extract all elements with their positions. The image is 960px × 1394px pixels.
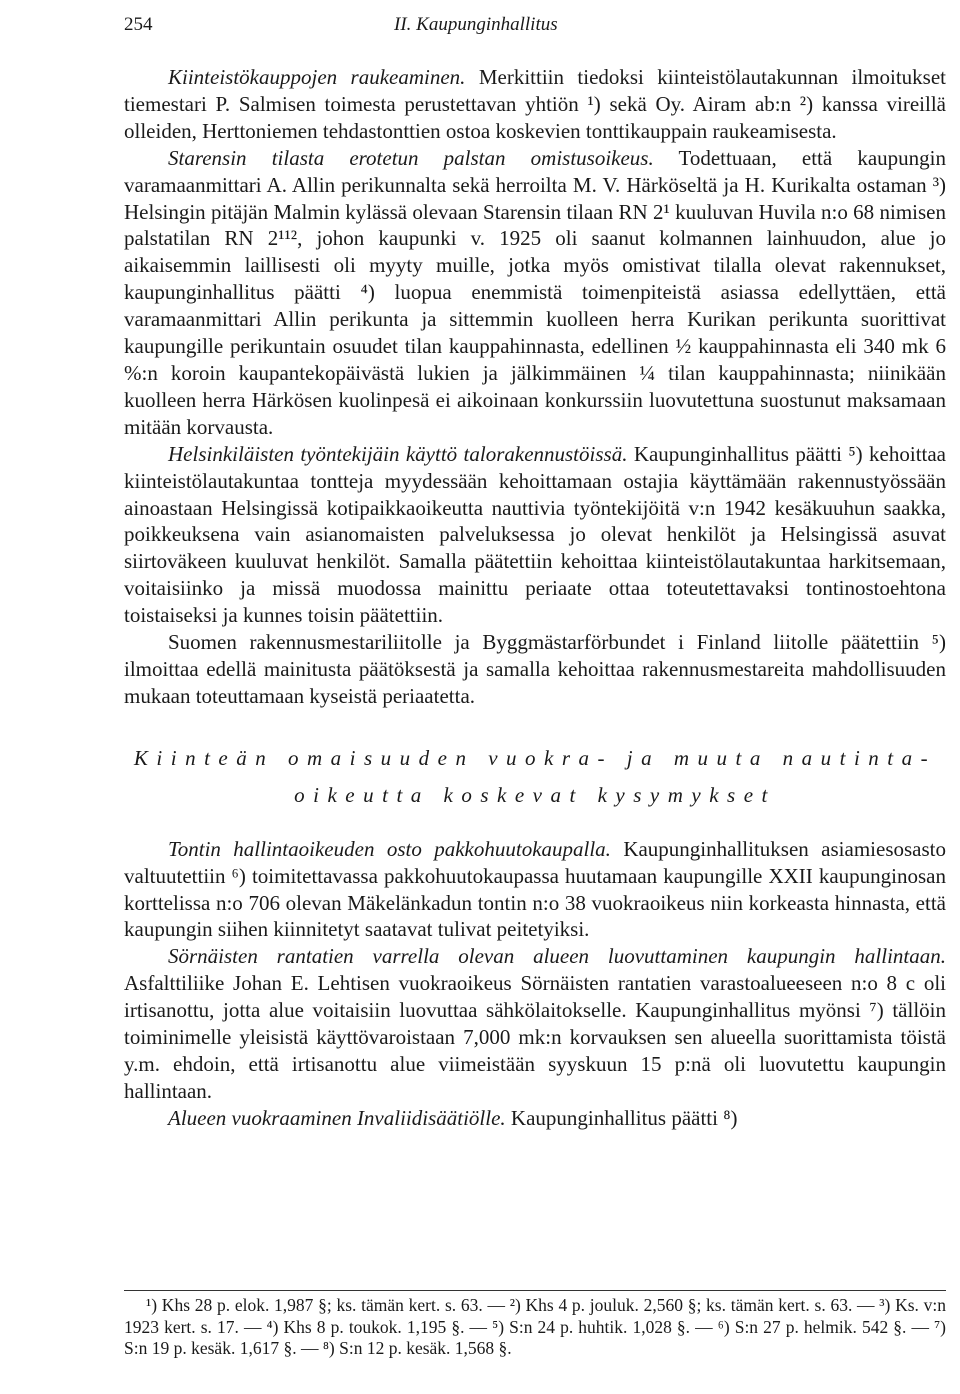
paragraph-body: Merkittiin tiedoksi kiinteistölautakunnan ilmoitukset tiemestari P. Salmisen toimesta perustettavan yhtiön ¹) sekä Oy. Airam ab:n ²) kanssa vireillä olleiden, Herttoniemen tehdastonttien ostoa koskevien tonttikauppain raukeamisesta.: [124, 65, 946, 143]
footnote-text: ¹) Khs 28 p. elok. 1,987 §; ks. tämän kert. s. 63. — ²) Khs 4 p. jouluk. 2,560 §; ks. tämän kert. s. 63. — ³) Ks. v:n 1923 kert. s. 17. — ⁴) Khs 8 p. toukok. 1,195 §. — ⁵) S:n 24 p. huhtik. 1,028 §. — ⁶) S:n 27 p. helmik. 542 §. — ⁷) S:n 19 p. kesäk. 1,617 §. — ⁸) S:n 12 p. kesäk. 1,568 §.: [124, 1295, 946, 1358]
paragraph-body: Kaupunginhallituksen asiamiesosasto valtuutettiin ⁶) toimitettavassa pakkohuutokaupassa huutamaan kaupungille XXII kaupunginosan korttelissa n:o 706 olevan Mäkelänkadun tontin n:o 38 vuokraoikeus niin korkeasta hinnasta, että kaupungin siihen kiinnitetyt saatavat tulivat peitetyiksi.: [124, 836, 946, 942]
page-number: 254: [124, 14, 153, 35]
paragraph-title: Kiinteistökauppojen raukeaminen.: [168, 65, 466, 89]
paragraph: [124, 441, 946, 629]
section-heading-line: oikeutta koskevat kysymykset: [294, 782, 776, 807]
paragraph-body: Kaupunginhallitus päätti ⁸): [505, 1105, 738, 1130]
footnotes: [124, 1290, 946, 1360]
page-header: [124, 10, 946, 40]
section-heading-line: Kiinteän omaisuuden vuokra- ja muuta nautinta-: [133, 745, 937, 770]
paragraph-body: Asfalttiliike Johan E. Lehtisen vuokraoikeus Sörnäisten rantatien varastoalueeseen n:o 8 c oli irtisanottu, jotta alue voitaisiin luovuttaa sähkölaitokselle. Kaupunginhallitus myönsi ⁷) tällöin toiminimelle yleisistä käyttövaroistaan 7,000 mk:n korvauksen sen alueella suorittamista töistä y.m. ehdoin, että irtisanottu alue viimeistään syyskuun 15 p:nä oli luovutettu kaupungin hallintaan.: [124, 971, 946, 1103]
paragraph-body: Kaupunginhallitus päätti ⁵) kehoittaa kiinteistölautakuntaa tontteja myydessään kehoittamaan ostajia käyttämään rakennustyössään ainoastaan Helsingissä kotipaikkaoikeutta nauttivia työntekijöitä v:n 1942 kesäkuuhun saakka, poikkeuksena vain asianomaisten palveluksessa jo olevat henkilöt ja Helsingissä asuvat siirtoväkeen kuuluvat henkilöt. Samalla päätettiin kehoittaa kiinteistölautakuntaa harkitsemaan, voitaisiinko ja missä muodossa mainittu periaate ottaa toteutettavaksi tontinostoehtona toistaiseksi ja kunnes toisin päätettiin.: [124, 441, 947, 628]
paragraph-title: Tontin hallintaoikeuden osto pakkohuutokaupalla.: [168, 836, 611, 861]
paragraph-title: Starensin tilasta erotetun palstan omistusoikeus.: [168, 145, 654, 170]
paragraph: [124, 145, 946, 441]
paragraph: [124, 629, 946, 710]
running-title: II. Kaupunginhallitus: [394, 14, 558, 35]
paragraph: [124, 943, 946, 1104]
body-text: [124, 64, 946, 1132]
paragraph-title: Helsinkiläisten työntekijäin käyttö talorakennustöissä.: [168, 441, 628, 466]
paragraph: [124, 1105, 946, 1132]
paragraph-body: Todettuaan, että kaupungin varamaanmittari A. Allin perikunnalta sekä herroilta M. V. Härköseltä ja H. Kurikalta ostaman ³) Helsingin pitäjän Malmin kylässä olevaan Starensin tilaan RN 2¹ kuuluvan Huvila n:o 68 nimisen palstatilan RN 2¹¹², johon kaupunki v. 1925 oli saanut kolmannen lainhuudon, alue jo aikaisemmin laillisesti oli myyty muille, jotka myös omistivat tilalla olevat rakennukset, kaupunginhallitus päätti ⁴) luopua enemmistä toimenpiteistä asiassa edellyttäen, että varamaanmittari Allin perikunta ja sittemmin kuolleen herra Kurikan perikunta suorittivat kaupungille perikuntain osuudet tilan kauppahinnasta, edellinen ½ kauppahinnasta eli 340 mk 6 %:n koroin kaupantekopäivästä lukien ja jälkimmäinen ¼ tilan kauppahinnasta; niinikään kuolleen herra Härkösen kuolinpesä ei aikoinaan konkurssiin luovutettuna suostunut maksamaan mitään korvausta.: [124, 145, 946, 439]
paragraph-title: Alueen vuokraaminen Invaliidisäätiölle.: [168, 1105, 506, 1130]
paragraph-body: Suomen rakennusmestariliitolle ja Byggmästarförbundet i Finland liitolle päätettiin ⁵) ilmoittaa edellä mainitusta päätöksestä ja samalla kehoittaa rakennusmestareita mahdollisuuden mukaan toteuttamaan kyseistä periaatetta.: [124, 630, 946, 708]
paragraph-title: Sörnäisten rantatien varrella olevan alueen luovuttaminen kaupungin hallintaan.: [168, 944, 946, 969]
section-heading: [124, 740, 946, 814]
paragraph: [124, 836, 946, 944]
paragraph: [124, 64, 946, 145]
